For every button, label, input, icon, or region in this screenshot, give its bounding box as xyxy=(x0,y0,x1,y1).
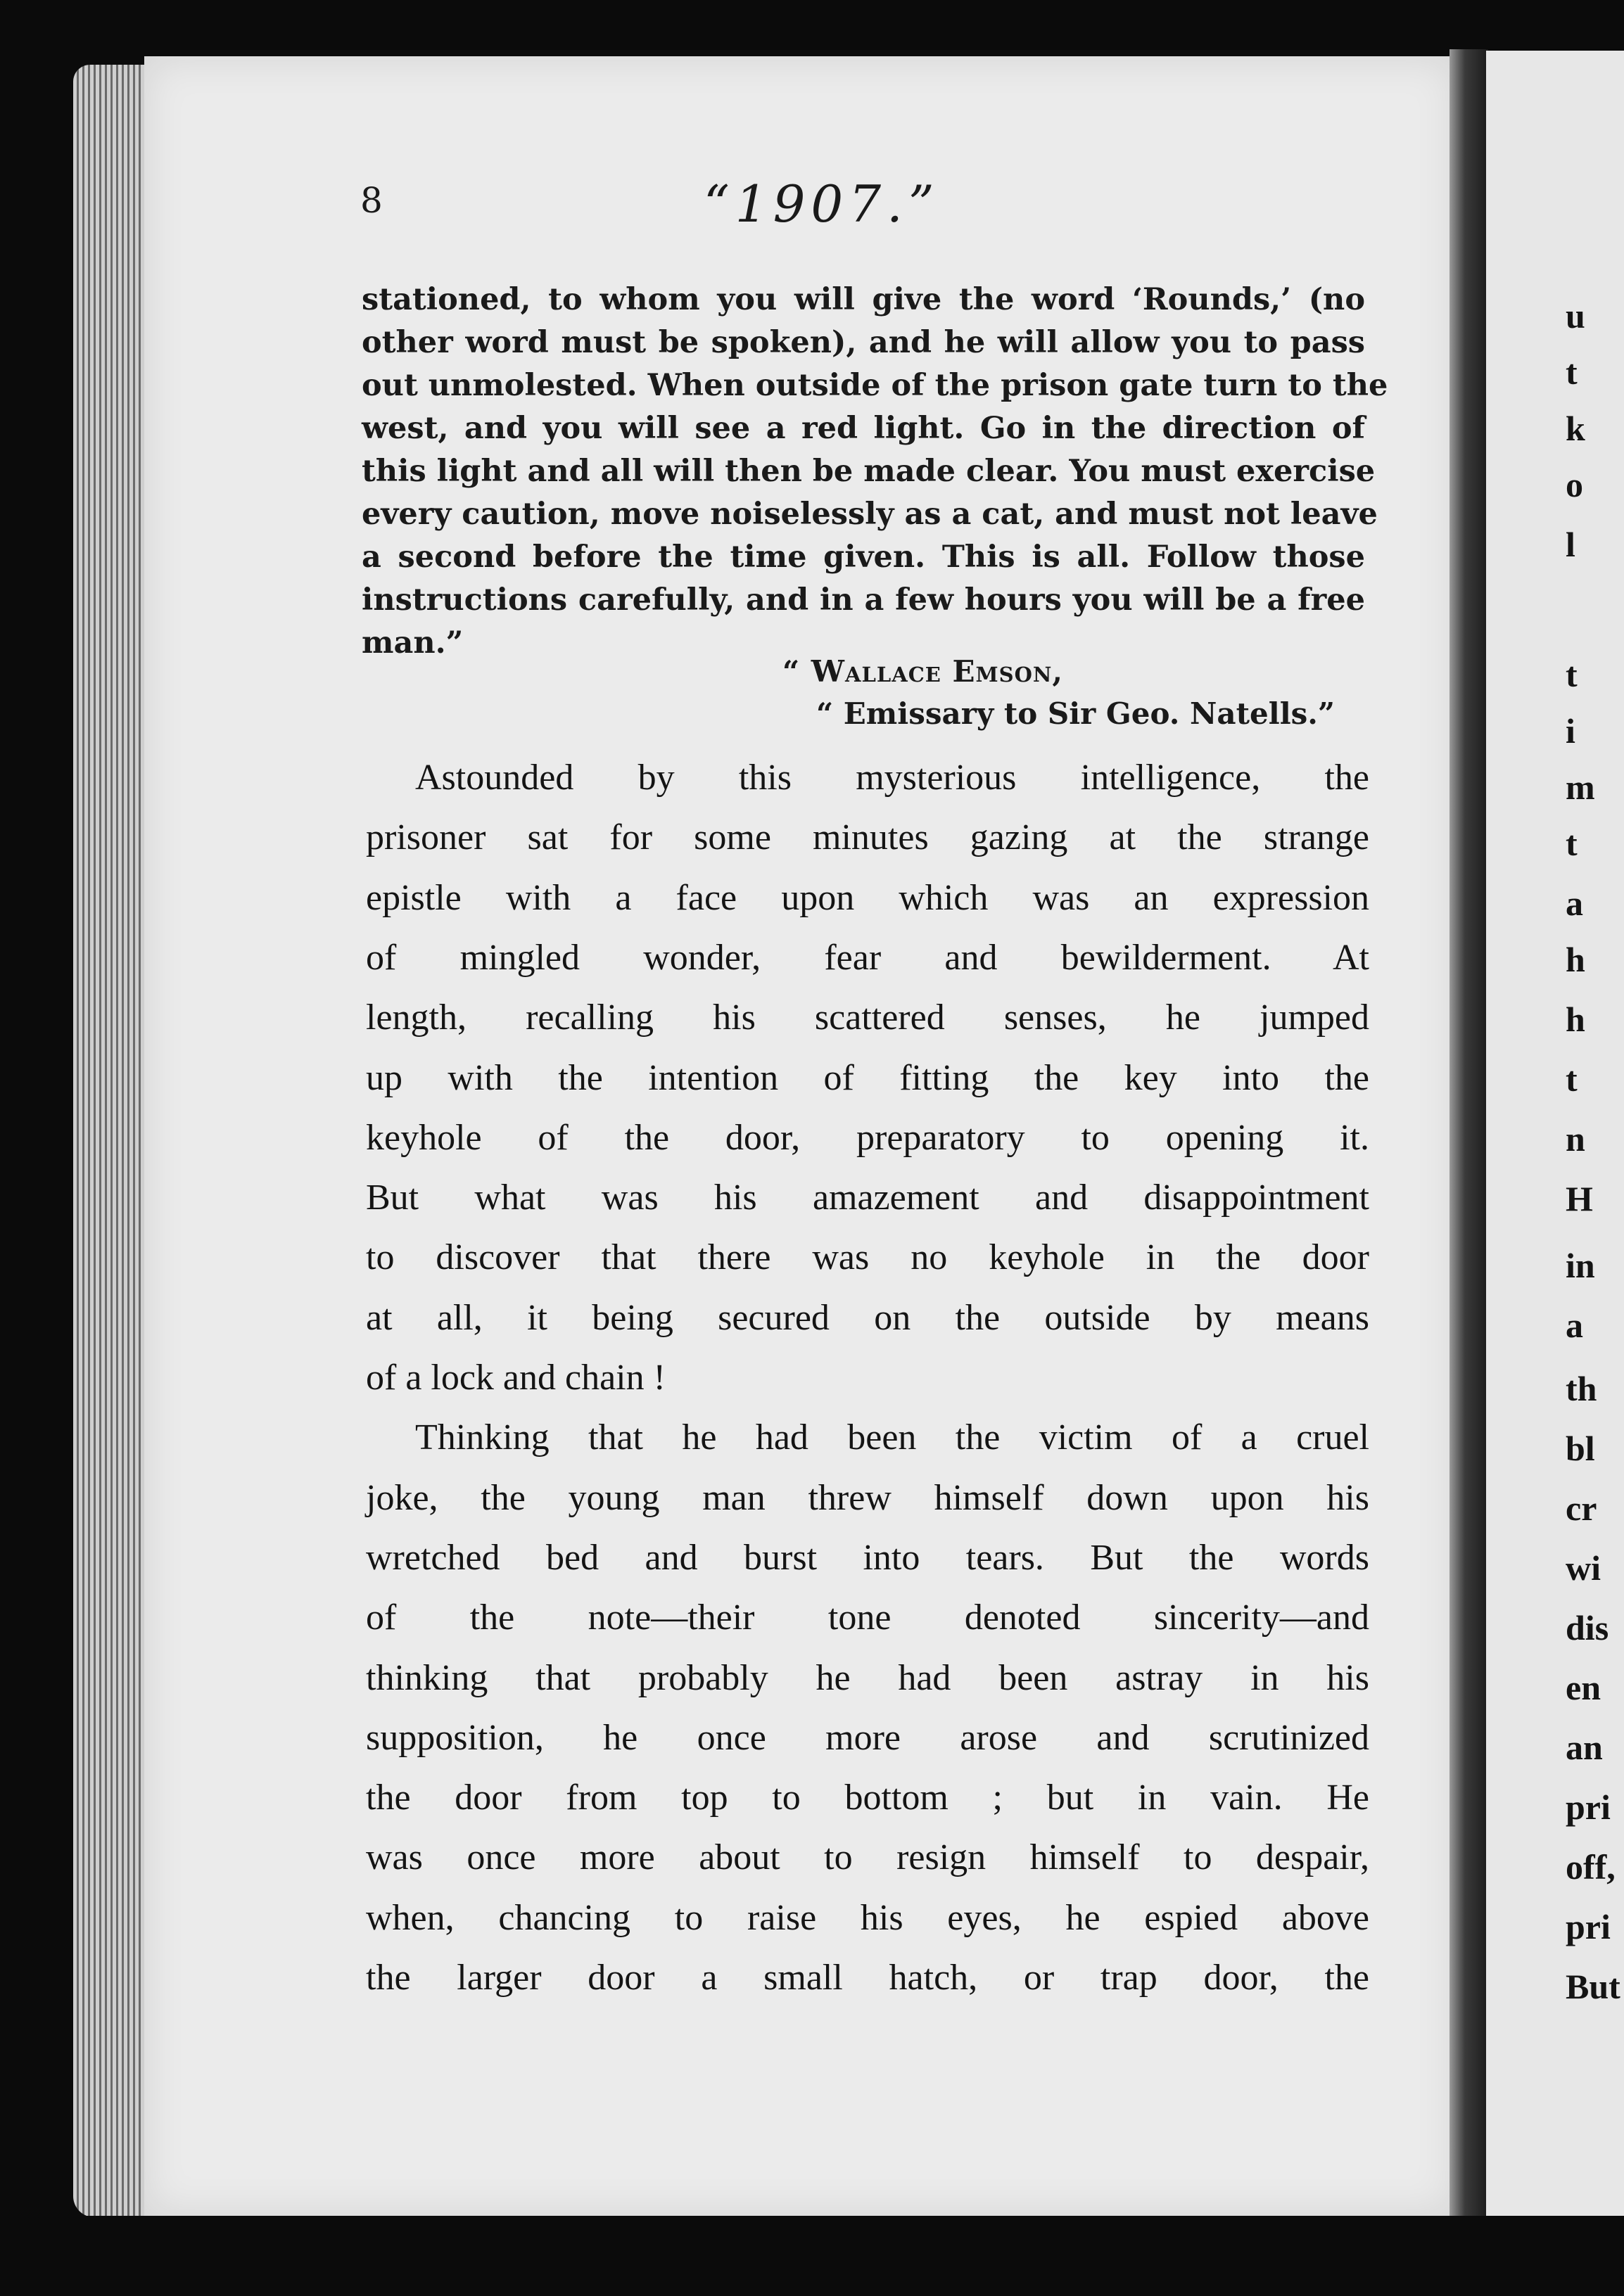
facing-page-fragment: dis xyxy=(1566,1608,1609,1647)
body-line: Astounded by this mysterious intelligence, the xyxy=(415,758,1369,798)
body-line: wretched bed and burst into tears. But the words xyxy=(366,1538,1369,1578)
letter-line: this light and all will then be made clear. You must exercise xyxy=(362,454,1376,489)
body-line: joke, the young man threw himself down upon his xyxy=(366,1478,1369,1518)
facing-page-fragment: n xyxy=(1566,1119,1585,1159)
facing-page-fragment: off, xyxy=(1566,1847,1616,1887)
body-line: epistle with a face upon which was an expression xyxy=(366,878,1369,918)
facing-page-fragment: in xyxy=(1566,1246,1595,1285)
body-line: the larger door a small hatch, or trap door, the xyxy=(366,1958,1369,1998)
facing-page-fragment: But xyxy=(1566,1967,1620,2006)
book-gutter xyxy=(1449,49,1488,2216)
body-line: But what was his amazement and disappointment xyxy=(366,1178,1369,1218)
facing-page-fragment: l xyxy=(1566,525,1575,564)
letter-line: instructions carefully, and in a few hours you will be a free xyxy=(362,582,1365,618)
letter-line: stationed, to whom you will give the word ‘Rounds,’ (no xyxy=(362,282,1365,317)
signature-name: “ Wallace Emson, xyxy=(782,654,1063,689)
facing-page-fragment: t xyxy=(1566,352,1578,392)
facing-page-fragment: pri xyxy=(1566,1907,1611,1946)
letter-line: out unmolested. When outside of the prison gate turn to the xyxy=(362,368,1388,403)
body-line: up with the intention of fitting the key into the xyxy=(366,1058,1369,1098)
facing-page-fragment: o xyxy=(1566,465,1583,504)
facing-page-fragment: pri xyxy=(1566,1787,1611,1827)
running-head: “1907.” xyxy=(704,174,940,234)
facing-page-fragment: th xyxy=(1566,1369,1597,1408)
body-line: prisoner sat for some minutes gazing at the strange xyxy=(366,817,1369,857)
body-line: thinking that probably he had been astray in his xyxy=(366,1658,1369,1698)
facing-page-fragment: wi xyxy=(1566,1548,1601,1588)
body-line: of a lock and chain ! xyxy=(366,1358,666,1398)
facing-page-fragment: k xyxy=(1566,409,1585,448)
facing-page-fragment: an xyxy=(1566,1728,1603,1767)
body-line: Thinking that he had been the victim of a cruel xyxy=(415,1417,1369,1458)
facing-page xyxy=(1486,51,1624,2219)
facing-page-fragment: t xyxy=(1566,655,1578,694)
facing-page-fragment: t xyxy=(1566,824,1578,863)
letter-line: man.” xyxy=(362,625,464,661)
facing-page-fragment: i xyxy=(1566,711,1575,751)
letter-line: every caution, move noiselessly as a cat, and must not leave xyxy=(362,497,1378,532)
facing-page-fragment: a xyxy=(1566,1306,1583,1345)
body-line: the door from top to bottom ; but in vain. He xyxy=(366,1778,1369,1818)
body-line: at all, it being secured on the outside by means xyxy=(366,1298,1369,1338)
facing-page-fragment: h xyxy=(1566,1000,1585,1039)
letter-line: west, and you will see a red light. Go in the direction of xyxy=(362,411,1365,446)
facing-page-fragment: en xyxy=(1566,1668,1601,1707)
body-line: to discover that there was no keyhole in the door xyxy=(366,1237,1369,1277)
body-line: when, chancing to raise his eyes, he espied above xyxy=(366,1898,1369,1938)
scan-bottom-border xyxy=(0,2216,1624,2296)
facing-page-fragment: h xyxy=(1566,940,1585,979)
facing-page-fragment: a xyxy=(1566,884,1583,923)
facing-page-fragment: u xyxy=(1566,296,1585,336)
body-line: supposition, he once more arose and scrutinized xyxy=(366,1718,1369,1758)
facing-page-fragment: bl xyxy=(1566,1429,1595,1468)
body-line: of the note—their tone denoted sincerity—and xyxy=(366,1597,1369,1638)
facing-page-fragment: cr xyxy=(1566,1488,1597,1528)
signature-title: “ Emissary to Sir Geo. Natells.” xyxy=(816,696,1336,731)
body-line: length, recalling his scattered senses, he jumped xyxy=(366,997,1369,1038)
letter-line: a second before the time given. This is all. Follow those xyxy=(362,540,1365,575)
facing-page-fragment: m xyxy=(1566,767,1595,807)
facing-page-fragment: H xyxy=(1566,1179,1593,1218)
body-line: was once more about to resign himself to despair, xyxy=(366,1837,1369,1877)
letter-line: other word must be spoken), and he will allow you to pass xyxy=(362,325,1365,360)
page-number: 8 xyxy=(360,180,383,221)
facing-page-fragment: t xyxy=(1566,1059,1578,1099)
body-line: of mingled wonder, fear and bewilderment. At xyxy=(366,938,1369,978)
body-line: keyhole of the door, preparatory to opening it. xyxy=(366,1118,1369,1158)
